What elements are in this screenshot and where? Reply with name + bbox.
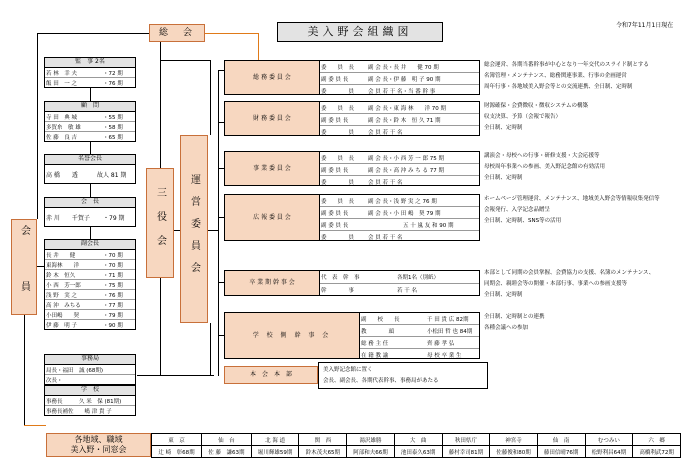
- committee-jigyou: [224, 151, 480, 186]
- fukukaicho-name: 長 井 健: [46, 252, 76, 259]
- person: 副 会 長・小 田 嶋 契 79 期: [368, 210, 441, 217]
- role: 総 務 主 任: [361, 340, 389, 347]
- kanji-header: 監 事 2名: [45, 58, 135, 68]
- jimukyoku-section: [44, 354, 136, 385]
- komon-term: ・58 期: [103, 124, 123, 131]
- kanji-term: ・76 期: [103, 80, 123, 87]
- region-leader: 阿部和夫66期: [347, 446, 395, 458]
- fukukaicho-name: 伊 藤 明 子: [46, 322, 77, 329]
- role: 副 委 員 長: [321, 167, 349, 174]
- person: 齊 藤 孝 弘: [427, 340, 455, 347]
- person: 各期1名（別紙）: [397, 275, 439, 281]
- regional-leader-row: [152, 446, 681, 458]
- person: 会 員 若 干 名・当 番 幹 事: [368, 88, 436, 95]
- desc-line: 全日制、定時制: [484, 292, 523, 298]
- desc-line: 同期会、親睦会等の開催・本部行事、事業への参画支援等: [484, 281, 628, 287]
- person: 五 十 嵐 友 和 90 期: [403, 222, 454, 229]
- committee-name: 学 校 側 幹 事 会: [225, 313, 360, 358]
- komon-term: ・55 期: [103, 114, 123, 121]
- unei-iinkai-label: 運営委員会: [188, 174, 200, 284]
- desc-line: 名簿管理・メンテナンス、総務関連事業、行事の企画運営: [484, 73, 627, 79]
- region-leader: 鈴木茂夫65期: [299, 446, 347, 458]
- sanyakukai-label: 三役会: [154, 187, 166, 259]
- role: 副 校 長: [361, 316, 400, 323]
- person: 副 会 長・長 井 健 70 期: [368, 64, 439, 71]
- desc-line: 全日制、定時制との連携: [484, 314, 545, 320]
- regional-label-line: 各地域、職域: [74, 435, 123, 444]
- role: 委 員 長: [321, 64, 355, 71]
- desc-line: 会報発行、入学記念品贈呈: [484, 207, 551, 213]
- region-area: 仙 台: [201, 434, 251, 446]
- fukukaicho-term: ・90 期: [103, 322, 123, 329]
- committee-kouhou: [224, 194, 480, 241]
- committee-gakkougawa-desc: [484, 312, 545, 334]
- fukukaicho-name: 浅 野 実 之: [46, 292, 77, 299]
- fukukaicho-term: ・70 期: [103, 262, 123, 269]
- regional-label-box: [46, 433, 151, 457]
- fukukaicho-term: ・79 期: [103, 312, 123, 319]
- desc-line: 会長、副会長、各期代表幹事、事務局があたる: [323, 378, 439, 384]
- region-area: 関 西: [299, 434, 347, 446]
- region-leader: 堀川輝雄59期: [251, 446, 299, 458]
- region-leader: 池田泰久63期: [394, 446, 442, 458]
- kaicho-term: ・79 期: [103, 214, 125, 222]
- person: 副 会 長・浅 野 実 之 76 期: [368, 198, 437, 205]
- region-area: 大 曲: [394, 434, 442, 446]
- region-leader: 辻 崎 彰68期: [152, 446, 202, 458]
- committee-name: 総 務 委 員 会: [225, 61, 320, 94]
- jimukyoku-row: 局長・福田 誠 (68期): [46, 367, 104, 374]
- regional-table: [151, 433, 681, 458]
- region-leader: 藤村幸司81期: [442, 446, 490, 458]
- page-title: 美入野会組織図: [277, 22, 443, 42]
- person: 小松田 哲 也 84期: [427, 328, 473, 335]
- komon-name: 多賀糸 敏 雄: [46, 124, 81, 131]
- soukai-box: 総 会: [149, 24, 205, 42]
- desc-line: 本部として同期の会員掌握、会費協力の支援、名簿のメンテナンス、: [484, 270, 655, 276]
- role: 委 員 長: [321, 155, 355, 162]
- committee-kouhou-desc: [484, 194, 660, 227]
- kanji-name: 若 林 幸 夫: [46, 70, 77, 77]
- komon-header: 顧 問: [45, 102, 135, 112]
- person: 副 会 長・高 沖 み ち る 77 期: [368, 167, 444, 174]
- kaicho-name: 赤 川 千賀子: [46, 214, 90, 222]
- desc-line: 収支決算、予算（会報で報告）: [484, 114, 562, 120]
- kanji-section: [44, 57, 136, 88]
- date-label: 令和7年11月1日現在: [616, 22, 674, 29]
- role: 副 委 員 長: [321, 222, 349, 229]
- desc-line: 美入野記念館に置く: [323, 367, 373, 373]
- committee-soumu: [224, 60, 480, 95]
- sanyakukai-box: [146, 168, 174, 278]
- desc-line: 全日制、定時制: [484, 175, 523, 181]
- committee-sotsugyouki: [224, 270, 480, 296]
- fukukaicho-term: ・71 期: [103, 272, 123, 279]
- fukukaicho-name: 小 西 芳一郎: [46, 282, 81, 289]
- fukukaicho-name: 小田嶋 契: [46, 312, 80, 319]
- person: 副 会 長・鈴 木 恒 久 71 期: [368, 117, 441, 124]
- desc-line: 財源確保・会費徴収・徴収システムの構築: [484, 103, 588, 109]
- person: 副 会 長・東 海 林 洋 70 期: [368, 105, 446, 112]
- region-leader: 佐 藤 謙63期: [201, 446, 251, 458]
- kaicho-section: [44, 197, 136, 227]
- region-leader: 高橋利武72期: [633, 446, 681, 458]
- role: 副 委 員 長: [321, 117, 349, 124]
- komon-name: 寺 田 典 城: [46, 114, 77, 121]
- fukukaicho-term: ・70 期: [103, 252, 123, 259]
- region-leader: 松野利昌64期: [585, 446, 633, 458]
- desc-line: 総会運営、各期当番幹事が中心となり一年交代のスライド制とする: [484, 62, 649, 68]
- person: 会 員 若 干 名: [368, 234, 403, 241]
- region-leader: 佐藤俊和80期: [490, 446, 538, 458]
- regional-label-line: 美入野・同窓会: [70, 445, 127, 454]
- kanji-term: ・72 期: [103, 70, 123, 77]
- role: 委 員: [321, 234, 355, 241]
- region-area: 神宮寺: [490, 434, 538, 446]
- role: 副 委 員 長: [321, 210, 349, 217]
- kaiin-box: [11, 219, 37, 315]
- unei-iinkai-box: [180, 135, 208, 323]
- jimukyoku-row: 次長・: [46, 377, 63, 384]
- fukukaicho-term: ・76 期: [103, 292, 123, 299]
- region-leader: 藤田信晴76期: [537, 446, 585, 458]
- region-area: 東 京: [152, 434, 202, 446]
- person: 会 員 若 干 名: [368, 179, 403, 186]
- kaiin-label: 会 員: [18, 225, 30, 309]
- desc-line: 各種会議への参加: [484, 325, 529, 331]
- kanji-name: 飯 田 一 之: [46, 80, 77, 87]
- fukukaicho-header: 副会長: [45, 240, 135, 250]
- meiyo-kaicho-header: 名誉会長: [45, 155, 135, 165]
- role: 委 員 長: [321, 105, 355, 112]
- role: 委 員: [321, 129, 355, 136]
- person: 副 会 長・小 西 芳 一 郎 75 期: [368, 155, 444, 162]
- honbu-box: 本 会 本 部: [224, 366, 318, 384]
- region-area: 北 海 道: [251, 434, 299, 446]
- desc-line: 母校周年事業への参画、美入野記念館の有効活用: [484, 164, 606, 170]
- region-area: 秋田県庁: [442, 434, 490, 446]
- region-area: むつみい: [585, 434, 633, 446]
- person: 母 校 卒 業 生: [427, 352, 462, 359]
- desc-line: ホームページ管理運営、メンテナンス、地域美入野会等情報収集発信等: [484, 196, 660, 202]
- role: 幹 事: [321, 288, 355, 294]
- person: 千 田 貴 広 82期: [427, 316, 469, 323]
- honbu-desc-box: [318, 362, 488, 389]
- fukukaicho-name: 東海林 洋: [46, 262, 80, 269]
- committee-sotsugyouki-desc: [484, 268, 654, 301]
- role: 在 籍 教 諭: [361, 352, 389, 359]
- desc-line: 周年行事・各地域美入野会等との交流連携、全日制、定時制: [484, 84, 633, 90]
- gakkou-row: 事務長補佐 嶋 津 貴 子: [46, 408, 112, 415]
- role: 委 員 長: [321, 198, 355, 205]
- jimukyoku-header: 事務局: [45, 355, 135, 365]
- desc-line: 全日制、定時制、SNS等の活用: [484, 218, 562, 224]
- person: 副 会 長・伊 藤 明 子 90 期: [368, 76, 441, 83]
- gakkou-section: [44, 385, 136, 416]
- committee-jigyou-desc: [484, 151, 605, 184]
- role: 委 員: [321, 88, 355, 95]
- komon-section: [44, 101, 136, 142]
- committee-gakkougawa: [224, 312, 480, 359]
- fukukaicho-section: [44, 239, 136, 330]
- role: 代 表 幹 事: [321, 275, 360, 281]
- committee-name: 事 業 委 員 会: [225, 152, 320, 185]
- gakkou-header: 学 校: [45, 386, 135, 396]
- desc-line: 全日制、定時制: [484, 125, 523, 131]
- committee-name: 卒 業 期 幹 事 会: [225, 271, 320, 295]
- person: 若 干 名: [397, 288, 417, 294]
- fukukaicho-name: 鈴 木 恒久: [46, 272, 76, 279]
- committee-name: 財 務 委 員 会: [225, 102, 320, 135]
- meiyo-kaicho-term: 故人 81 期: [97, 171, 127, 179]
- fukukaicho-name: 高 沖 みちる: [46, 302, 81, 309]
- fukukaicho-term: ・77 期: [103, 302, 123, 309]
- meiyo-kaicho-name: 高 橋 透: [46, 171, 78, 179]
- region-area: 六 郷: [633, 434, 681, 446]
- meiyo-kaicho-section: [44, 154, 136, 184]
- committee-soumu-desc: [484, 60, 649, 93]
- committee-zaimu-desc: [484, 101, 588, 134]
- fukukaicho-term: ・75 期: [103, 282, 123, 289]
- region-area: 仙 南: [537, 434, 585, 446]
- role: 委 員: [321, 179, 355, 186]
- committee-zaimu: [224, 101, 480, 136]
- role: 教 頭: [361, 328, 395, 335]
- desc-line: 講演会・母校への行事・研修支援・大会応援等: [484, 153, 600, 159]
- komon-name: 佐 藤 良 吉: [46, 134, 77, 141]
- role: 副 委 員 長: [321, 76, 349, 83]
- person: 会 員 若 干 名: [368, 129, 403, 136]
- committee-name: 広 報 委 員 会: [225, 195, 320, 240]
- kaicho-header: 会 長: [45, 198, 135, 208]
- regional-area-row: [152, 434, 681, 446]
- region-area: 湯沢雄勝: [347, 434, 395, 446]
- gakkou-row: 事務長 久 米 保 (81期): [46, 398, 122, 405]
- komon-term: ・65 期: [103, 134, 123, 141]
